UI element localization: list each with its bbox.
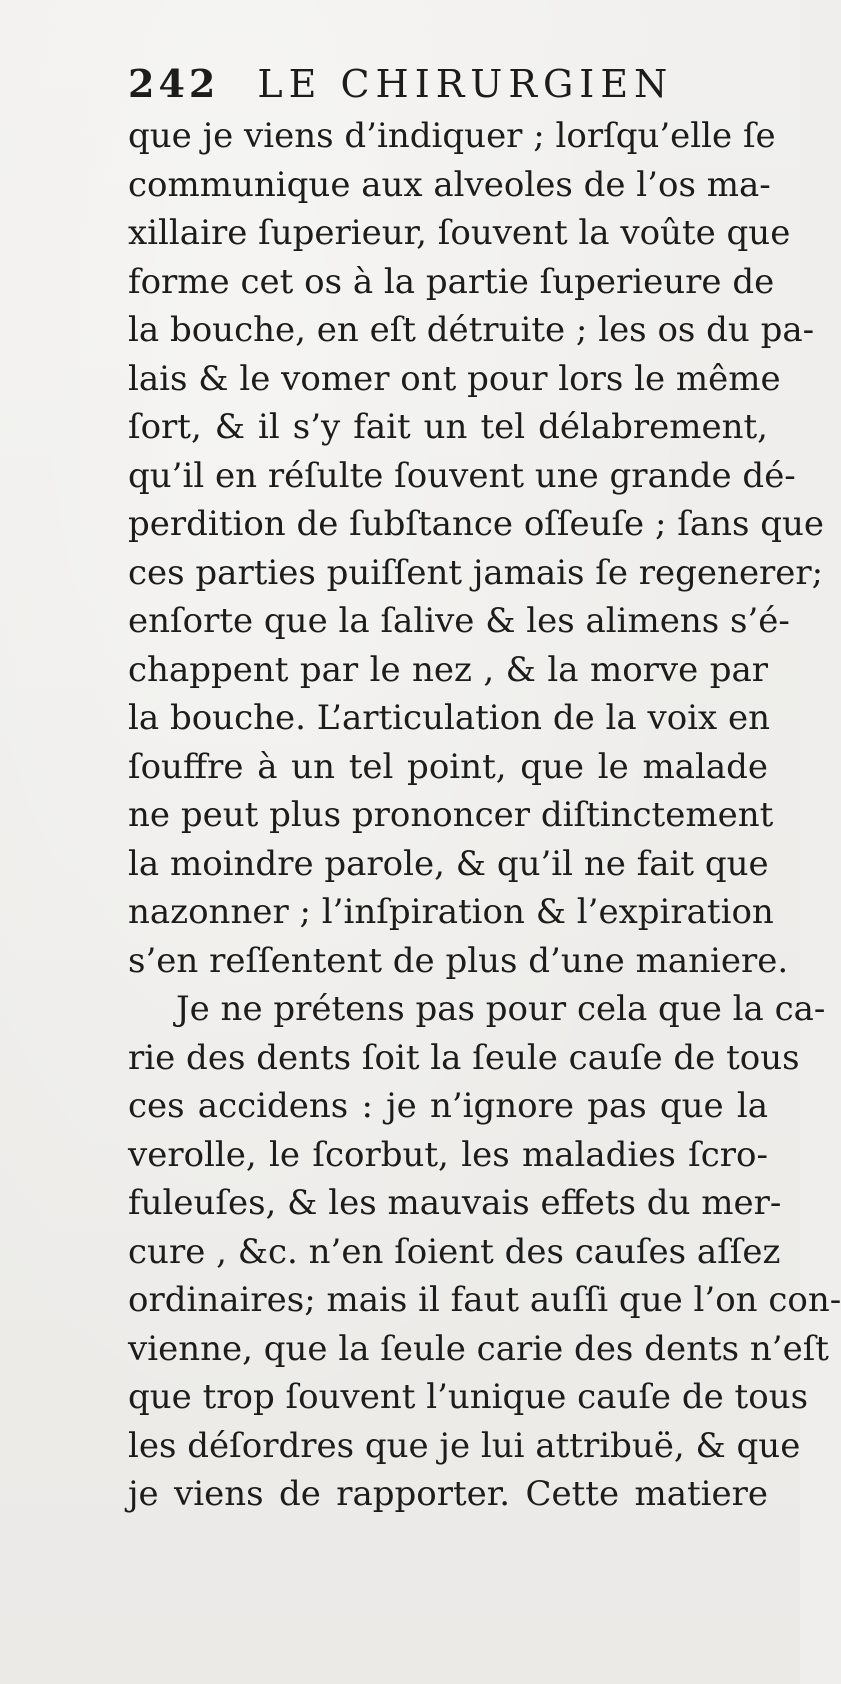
text-line: ſort, & il s’y fait un tel délabrement, (128, 407, 768, 447)
text-line: ordinaires; mais il faut auſſi que l’on con- (128, 1280, 841, 1320)
paragraph-end-line: s’en reſſentent de plus d’une maniere. (128, 940, 789, 981)
text-line: chappent par le nez , & la morve par (128, 649, 768, 690)
text-line: ces parties puiſſent jamais ſe regenerer; (128, 552, 824, 593)
text-line: forme cet os à la partie ſuperieure de (128, 261, 775, 302)
page-header (128, 52, 728, 116)
text-line: ſouffre à un tel point, que le malade (128, 746, 768, 787)
text-line: cure , &c. n’en ſoient des cauſes aſſez (128, 1231, 781, 1272)
text-line: perdition de ſubſtance oſſeuſe ; ſans que (128, 504, 825, 544)
text-line: ces accidens : je n’ignore pas que la (128, 1086, 768, 1126)
running-title: LE CHIRURGIEN (257, 62, 674, 106)
text-line: la moindre parole, & qu’il ne fait que (128, 843, 769, 884)
text-line: que trop ſouvent l’unique cauſe de tous (128, 1377, 809, 1417)
text-line: je viens de rapporter. Cette matiere (128, 1474, 768, 1514)
text-line: que je viens d’indiquer ; lorſqu’elle ſe (128, 116, 776, 156)
text-line: enſorte que la ſalive & les alimens s’é- (128, 601, 790, 641)
text-line: fuleuſes, & les mauvais effets du mer- (128, 1183, 782, 1223)
text-line: la bouche, en eſt détruite ; les os du pa- (128, 310, 815, 350)
text-line: lais & le vomer ont pour lors le même (128, 358, 781, 399)
text-line: vienne, que la ſeule carie des dents n’eſt (128, 1328, 829, 1369)
text-line: nazonner ; l’inſpiration & l’expiration (128, 892, 774, 932)
text-line: communique aux alveoles de l’os ma- (128, 164, 771, 205)
paragraph-start-line: Je ne prétens pas pour cela que la ca- (176, 989, 826, 1029)
text-line: xillaire ſuperieur, ſouvent la voûte que (128, 213, 791, 253)
text-line: verolle, le ſcorbut, les maladies ſcro- (128, 1134, 768, 1175)
text-line: qu’il en réſulte ſouvent une grande dé- (128, 455, 796, 496)
page-number: 242 (128, 61, 220, 106)
text-line: rie des dents ſoit la ſeule cauſe de tous (128, 1037, 800, 1078)
text-line: la bouche. L’articulation de la voix en (128, 698, 771, 738)
text-line: les déſordres que je lui attribuë, & que (128, 1425, 801, 1466)
text-line: ne peut plus prononcer diſtinctement (128, 795, 774, 835)
body-text (128, 112, 841, 1519)
